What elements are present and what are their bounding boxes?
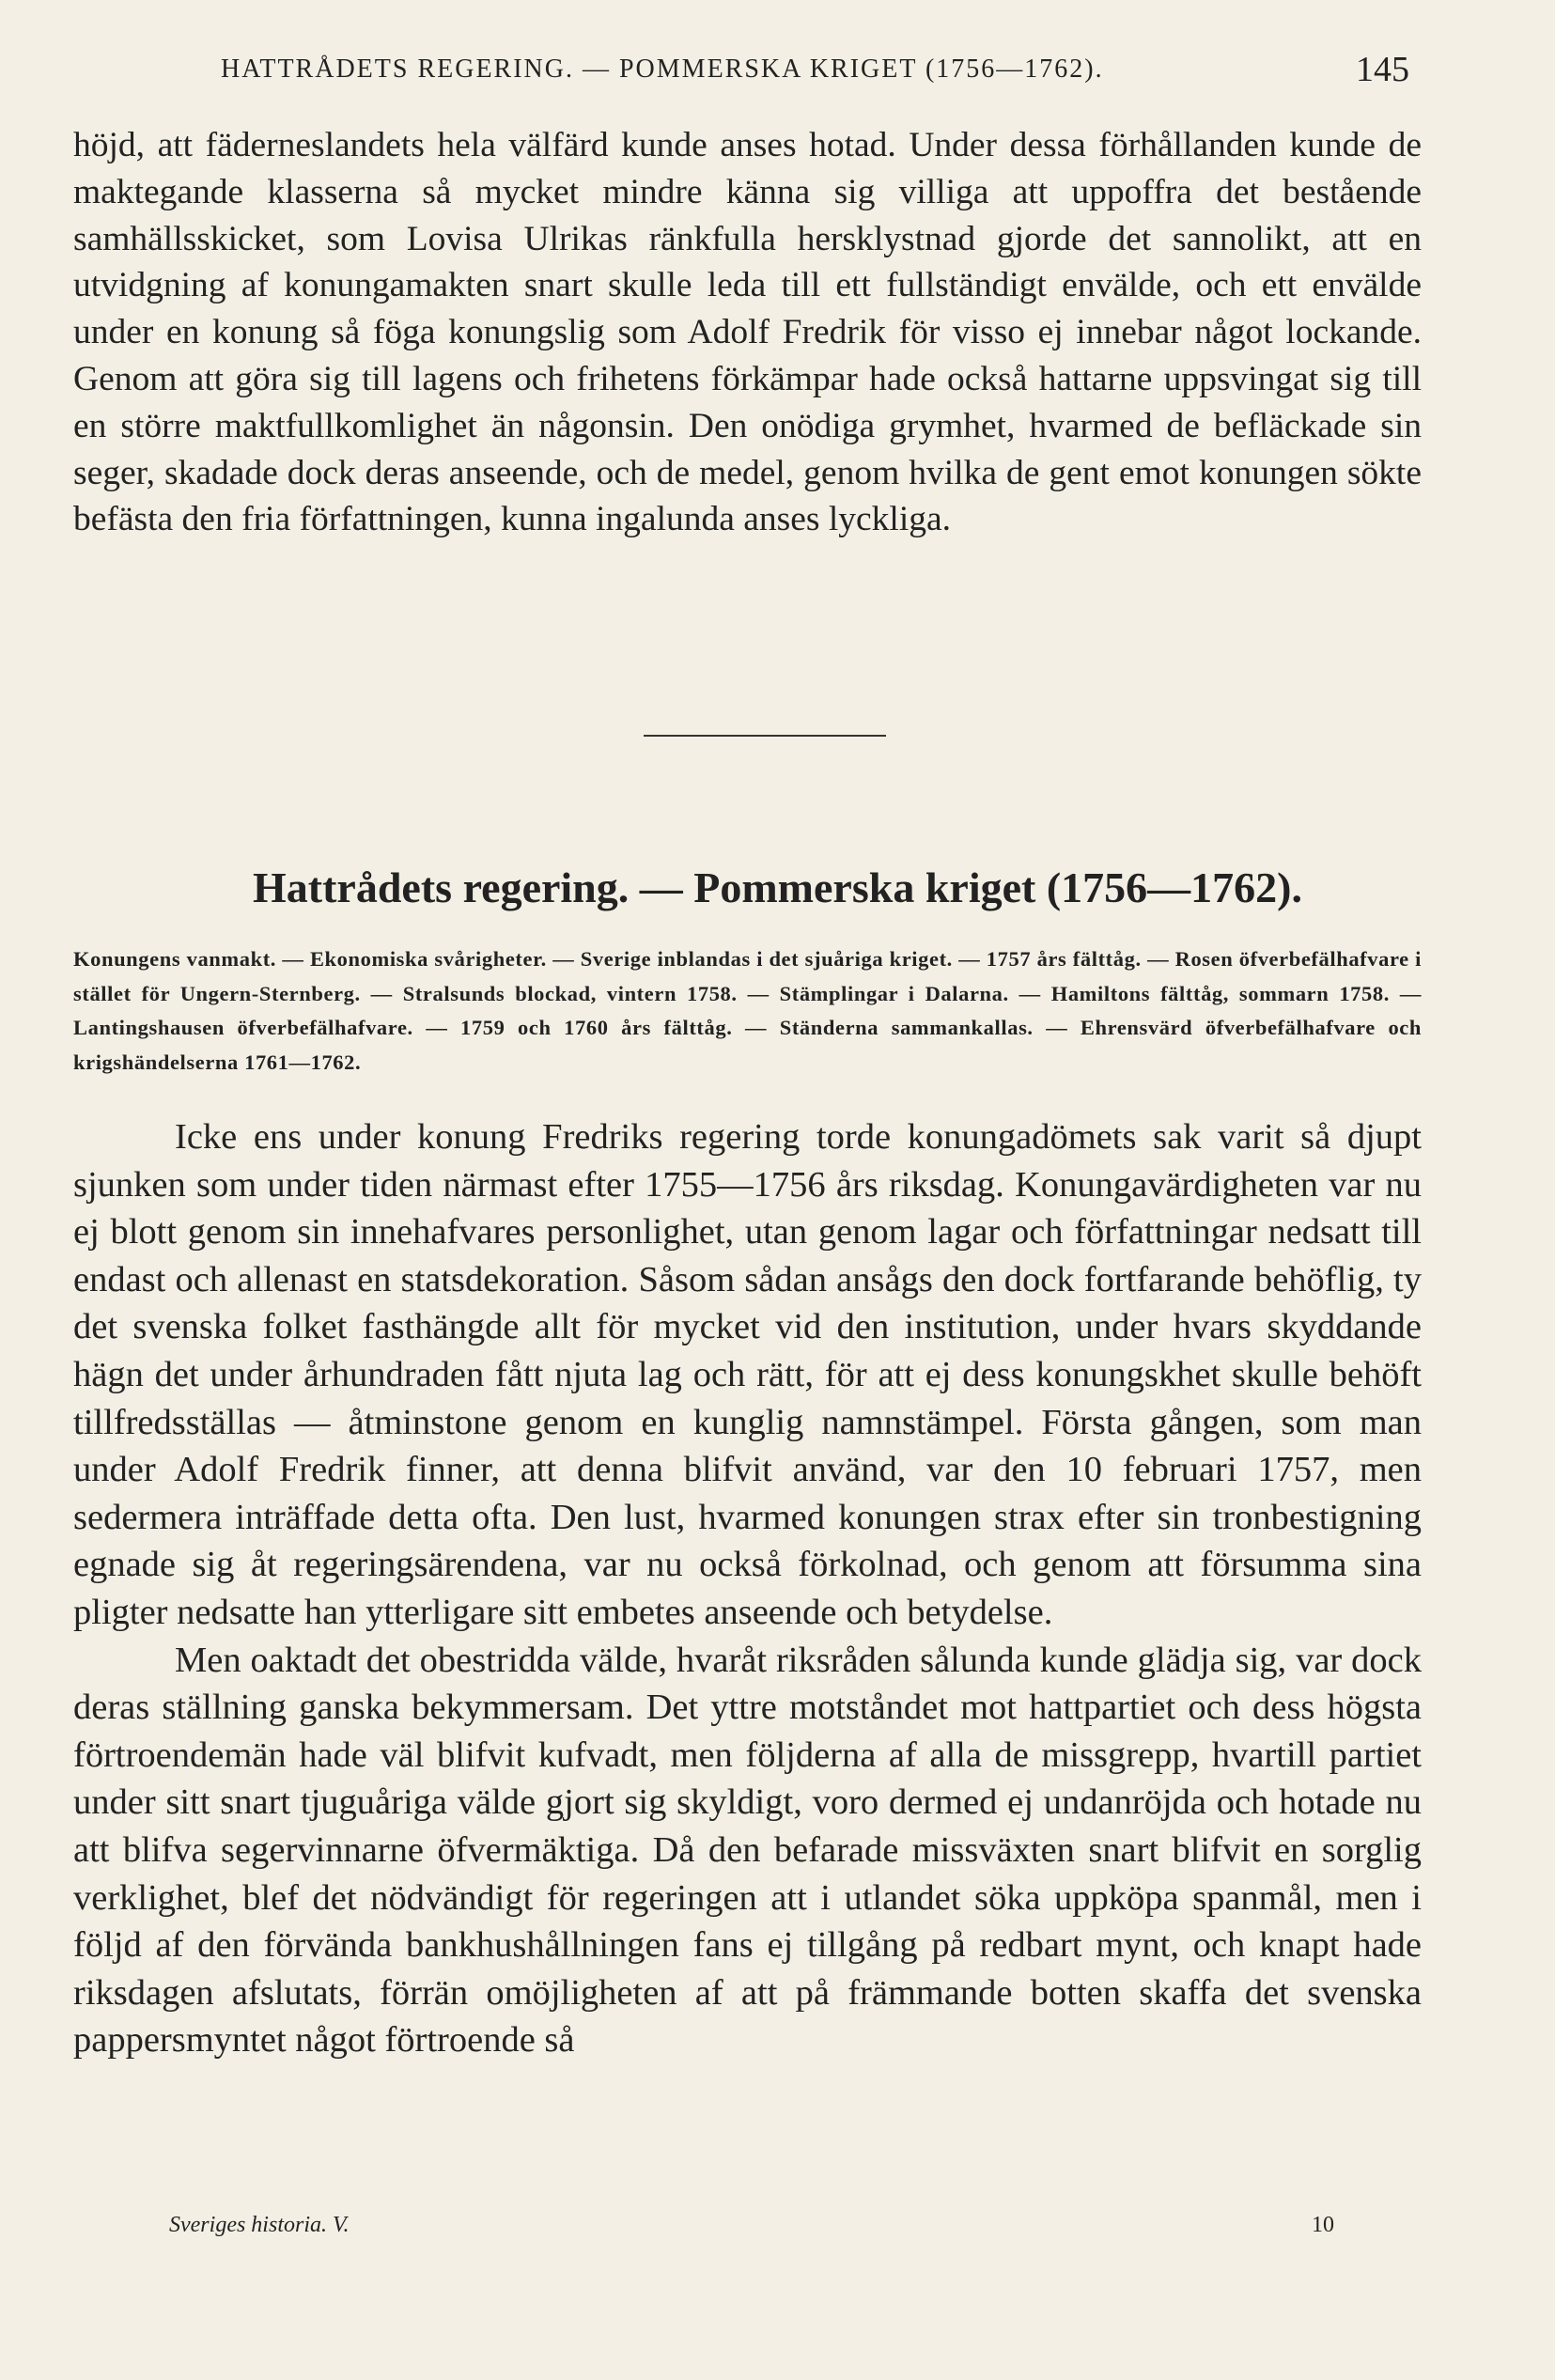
top-paragraph: höjd, att fäderneslandets hela välfärd kunde anses hotad. Under dessa förhållanden kunde de maktegande klasserna så mycket mindre känna sig villiga att uppoffra det bestående samhällsskicket, som Lovisa Ulrikas ränkfulla hersklystnad gjorde det sannolikt, att en utvidgning af konungamakten snart skulle leda till ett fullständigt envälde, och ett envälde under en konung så föga konungslig som Adolf Fredrik för visso ej innebar något lockande. Genom att göra sig till lagens och frihetens förkämpar hade också hattarne uppsvingat sig till en större maktfullkomlighet än någonsin. Den onödiga grymhet, hvarmed de befläckade sin seger, skadade dock deras anseende, och de medel, genom hvilka de gent emot konungen sökte befästa den fria författningen, kunna ingalunda anses lyckliga. xyxy=(73,126,1422,539)
signature-mark: Sveriges historia. V. xyxy=(169,2213,350,2237)
page-number: 145 xyxy=(1356,50,1409,89)
body-text-block xyxy=(73,1113,1422,2064)
page-footer xyxy=(169,2213,1334,2250)
chapter-title: Hattrådets regering. — Pommerska kriget (1756—1762). xyxy=(253,863,1302,911)
running-title: HATTRÅDETS REGERING. — POMMERSKA KRIGET (1756—1762). xyxy=(221,54,1104,84)
body-paragraph-2: Men oaktadt det obestridda välde, hvaråt riksråden sålunda kunde glädja sig, var dock deras ställning ganska bekymmersam. Det yttre motståndet mot hattpartiet och dess högsta förtroendemän hade väl blifvit kufvadt, men följderna af alla de missgrepp, hvartill partiet under sitt snart tjuguåriga välde gjort sig skyldigt, voro dermed ej undanröjda och hotade nu att blifva segervinnarne öfvermäktiga. Då den befarade missväxten snart blifvit en sorglig verklighet, blef det nödvändigt för regeringen att i utlandet söka uppköpa spanmål, men i följd af den förvända bankhushållningen fans ej tillgång på redbart mynt, och knapt hade riksdagen afslutats, förrän omöjligheten af att på främmande botten skaffa det svenska pappersmyntet något förtroende så xyxy=(73,1640,1422,2061)
running-head xyxy=(146,50,1409,92)
body-paragraph-1: Icke ens under konung Fredriks regering torde konungadömets sak varit så djupt sjunken som under tiden närmast efter 1755—1756 års riksdag. Konungavärdigheten var nu ej blott genom sin innehafvares personlighet, utan genom lagar och författningar nedsatt till endast och allenast en statsdekoration. Såsom sådan ansågs den dock fortfarande behöflig, ty det svenska folket fasthängde allt för mycket vid den institution, under hvars skyddande hägn det under århundraden fått njuta lag och rätt, för att ej dess konungskhet skulle behöft tillfredsställas — åtminstone genom en kunglig namnstämpel. Första gången, som man under Adolf Fredrik finner, att denna blifvit använd, var den 10 februari 1757, men sedermera inträffade detta ofta. Den lust, hvarmed konungen strax efter sin tronbestigning egnade sig åt regeringsärendena, var nu också förkolnad, och genom att försumma sina pligter nedsatte han ytterligare sitt embetes anseende och betydelse. xyxy=(73,1117,1422,1632)
signature-number: 10 xyxy=(1312,2213,1334,2237)
section-divider xyxy=(644,735,886,737)
top-text-block xyxy=(73,122,1422,543)
chapter-summary: Konungens vanmakt. — Ekonomiska svårigheter. — Sverige inblandas i det sjuåriga kriget. — 1757 års fälttåg. — Rosen öfverbefälhafvare i stället för Ungern-Sternberg. — Stralsunds blockad, vintern 1758. — Stämplingar i Dalarna. — Hamiltons fälttåg, sommarn 1758. — Lantingshausen öfverbefälhafvare. — 1759 och 1760 års fälttåg. — Ständerna sammankallas. — Ehrensvärd öfverbefälhafvare och krigshändelserna 1761—1762. xyxy=(73,947,1422,1074)
